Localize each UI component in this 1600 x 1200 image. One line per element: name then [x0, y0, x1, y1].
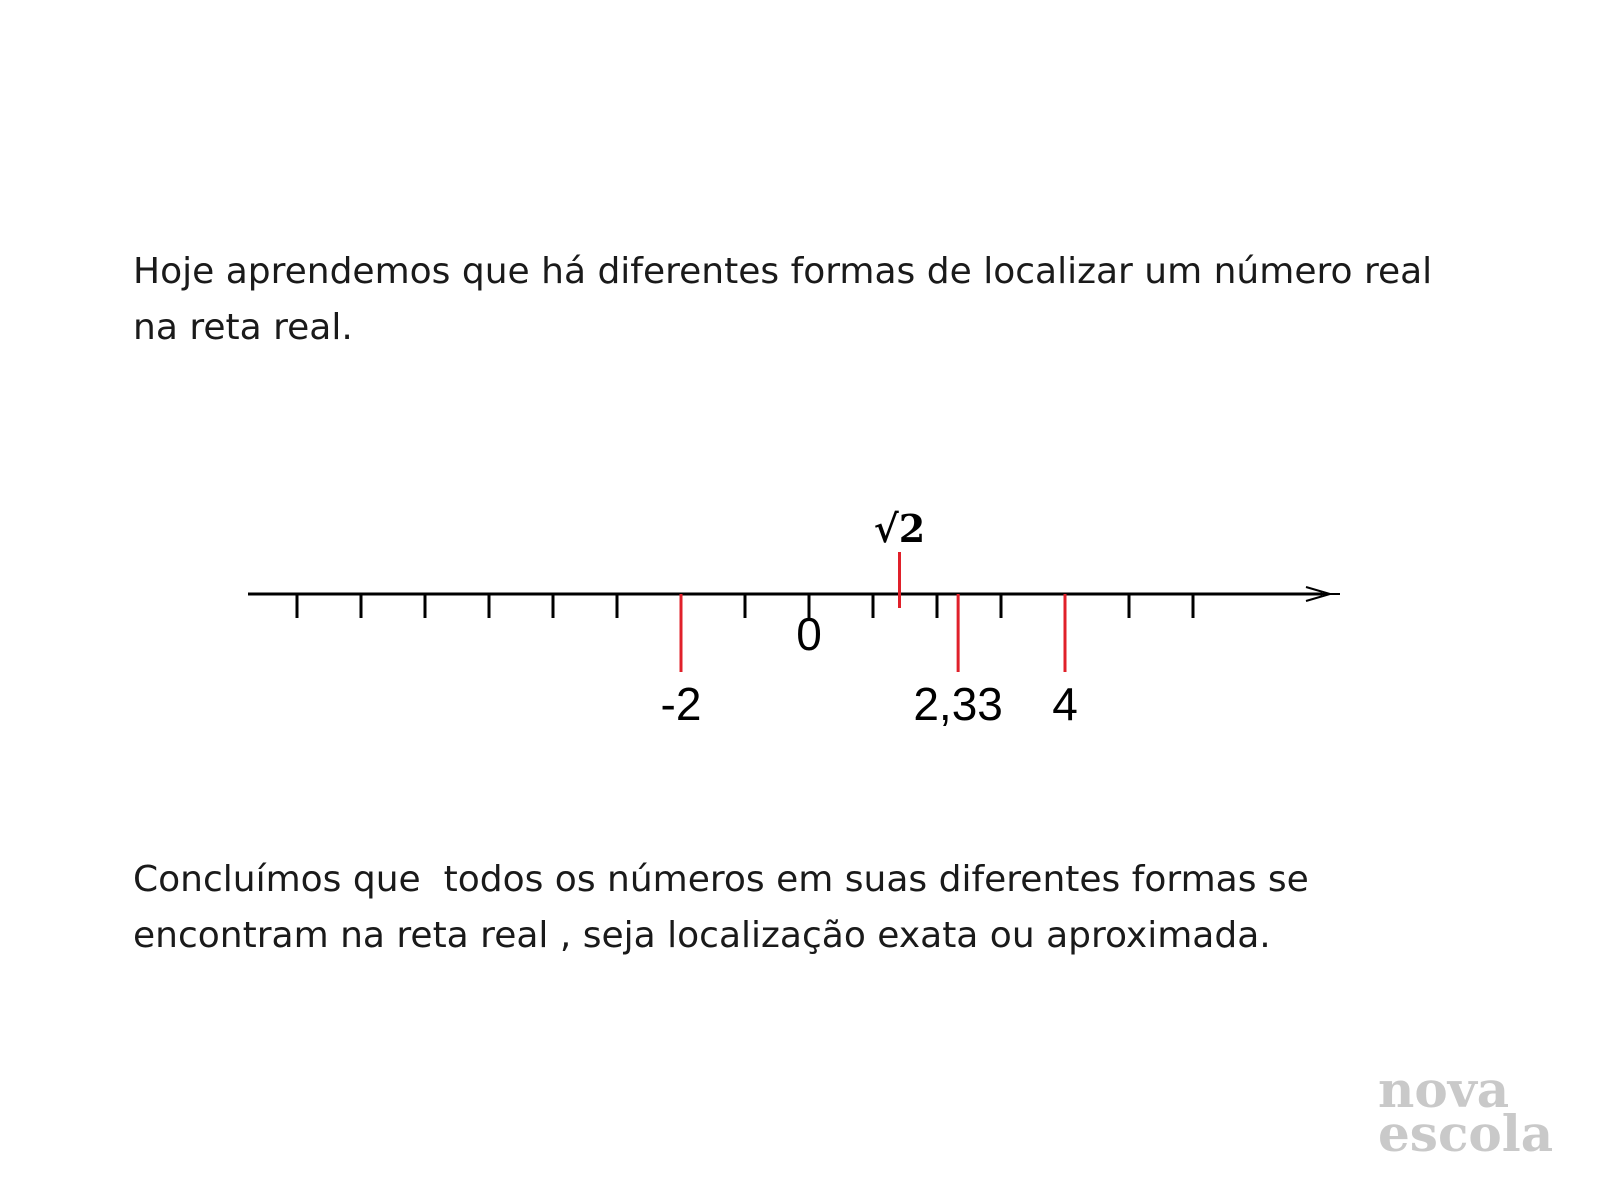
point-label: -2: [660, 678, 702, 730]
logo-line-2: escola: [1378, 1104, 1554, 1163]
point-label: 2,33: [913, 678, 1003, 730]
number-line-diagram: [0, 480, 1600, 740]
point-label: √2: [873, 506, 926, 551]
logo-line-1: nova: [1378, 1060, 1510, 1119]
point-label: 4: [1052, 678, 1078, 730]
nova-escola-logo: [1378, 1060, 1554, 1163]
zero-label: 0: [796, 608, 822, 660]
intro-paragraph: Hoje aprendemos que há diferentes formas de localizar um número real na reta real.: [133, 251, 1444, 348]
conclusion-paragraph: Concluímos que todos os números em suas diferentes formas se encontram na reta real , seja localização exata ou aproximada.: [133, 859, 1321, 956]
